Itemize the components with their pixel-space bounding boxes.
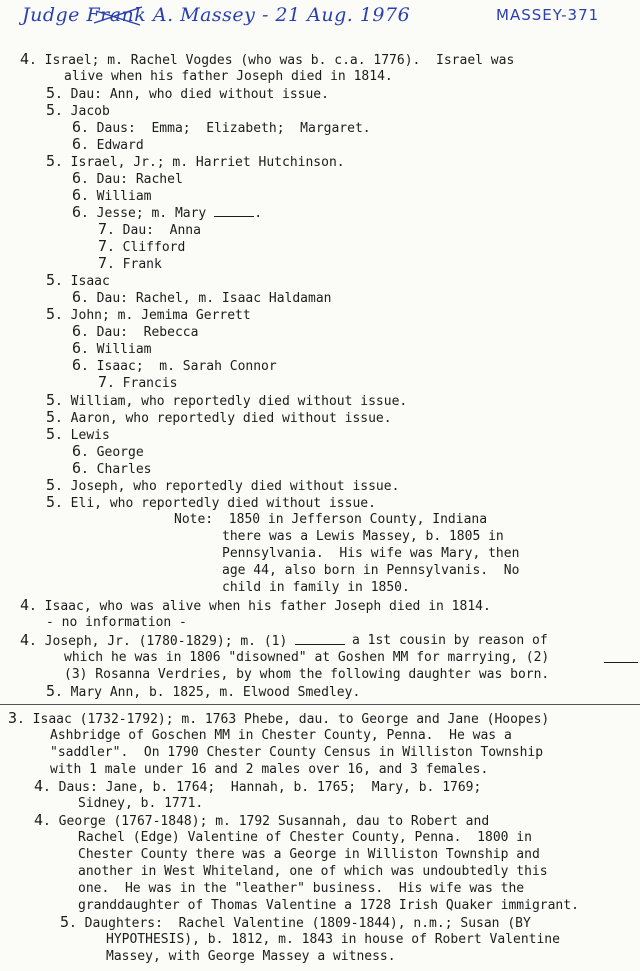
text-line: Note: 1850 in Jefferson County, Indiana (174, 512, 488, 527)
text-line: - no information - (46, 615, 187, 630)
text-line: 5. Jacob (46, 101, 110, 119)
text-line: 6. Dau: Rachel, m. Isaac Haldaman (72, 288, 332, 306)
section-divider (0, 704, 640, 705)
text-line: with 1 male under 16 and 2 males over 16, and 3 females. (50, 762, 489, 777)
text-line: alive when his father Joseph died in 1814. (64, 69, 393, 84)
text-line: 5. Daughters: Rachel Valentine (1809-1844), n.m.; Susan (BY (60, 913, 531, 931)
text-line: "saddler". On 1790 Chester County Census in Williston Township (50, 745, 544, 760)
text-line: 6. Dau: Rachel (72, 169, 183, 187)
text-line: Ashbridge of Goschen MM in Chester County, Penna. He was a (50, 728, 512, 743)
text-line: 5. John; m. Jemima Gerrett (46, 305, 251, 323)
text-line: granddaughter of Thomas Valentine a 1728 Irish Quaker immigrant. (78, 898, 579, 913)
text-line: there was a Lewis Massey, b. 1805 in (222, 529, 504, 544)
text-line: 7. Frank (98, 254, 162, 272)
text-line: 6. William (72, 186, 152, 204)
text-line: 4. Isaac, who was alive when his father Joseph died in 1814. (20, 596, 491, 614)
text-line: 7. Dau: Anna (98, 220, 201, 238)
text-line: 7. Francis (98, 373, 178, 391)
text-line: 5. Mary Ann, b. 1825, m. Elwood Smedley. (46, 682, 361, 700)
text-line: age 44, also born in Pennsylvanis. No (222, 563, 520, 578)
text-line: one. He was in the "leather" business. His wife was the (78, 881, 525, 896)
text-line: a 1st cousin by reason of (352, 633, 548, 648)
blank-line (604, 650, 638, 663)
text-line: 7. Clifford (98, 237, 186, 255)
handwritten-title: Judge Frank A. Massey - 21 Aug. 1976 (22, 4, 411, 26)
text-line: Pennsylvania. His wife was Mary, then (222, 546, 520, 561)
text-line: 6. Edward (72, 135, 144, 153)
handwritten-reference: MASSEY-371 (496, 6, 600, 24)
text-line: Chester County there was a George in Williston Township and (78, 847, 540, 862)
text-line: 6. Daus: Emma; Elizabeth; Margaret. (72, 118, 371, 136)
text-line: 4. George (1767-1848); m. 1792 Susannah, dau to Robert and (34, 811, 490, 829)
text-line: 6. Charles (72, 459, 152, 477)
text-line: 4. Joseph, Jr. (1780-1829); m. (1) (20, 632, 345, 649)
text-line: 5. Eli, who reportedly died without issue. (46, 493, 376, 511)
text-line: 5. Joseph, who reportedly died without issue. (46, 476, 400, 494)
text-line: 5. Aaron, who reportedly died without issue. (46, 408, 392, 426)
text-line: Massey, with George Massey a witness. (106, 949, 396, 964)
text-line: (3) Rosanna Verdries, by whom the following daughter was born. (64, 667, 550, 682)
text-line: Rachel (Edge) Valentine of Chester County, Penna. 1800 in (78, 830, 532, 845)
text-line: HYPOTHESIS), b. 1812, m. 1843 in house of Robert Valentine (106, 932, 560, 947)
text-line: 6. George (72, 442, 144, 460)
text-line: another in West Whiteland, one of which was undoubtedly this (78, 864, 548, 879)
text-line: 5. William, who reportedly died without issue. (46, 391, 408, 409)
text-line: 6. Dau: Rebecca (72, 322, 199, 340)
text-line: 4. Daus: Jane, b. 1764; Hannah, b. 1765; Mary, b. 1769; (34, 777, 482, 795)
text-line: 6. Isaac; m. Sarah Connor (72, 356, 277, 374)
text-line: 3. Isaac (1732-1792); m. 1763 Phebe, dau. to George and Jane (Hoopes) (8, 709, 550, 727)
text-line: 6. Jesse; m. Mary . (72, 203, 263, 221)
text-line: which he was in 1806 "disowned" at Goshen MM for marrying, (2) (64, 650, 550, 665)
text-line: child in family in 1850. (222, 580, 410, 595)
text-line: 5. Dau: Ann, who died without issue. (46, 84, 329, 102)
strikethrough-mark (92, 3, 146, 29)
text-line: Sidney, b. 1771. (78, 796, 204, 811)
text-line: 4. Israel; m. Rachel Vogdes (who was b. c.a. 1776). Israel was (20, 50, 515, 68)
text-line: 5. Isaac (46, 271, 110, 289)
text-line: 5. Lewis (46, 425, 110, 443)
text-line: 5. Israel, Jr.; m. Harriet Hutchinson. (46, 152, 345, 170)
text-line: 6. William (72, 339, 152, 357)
